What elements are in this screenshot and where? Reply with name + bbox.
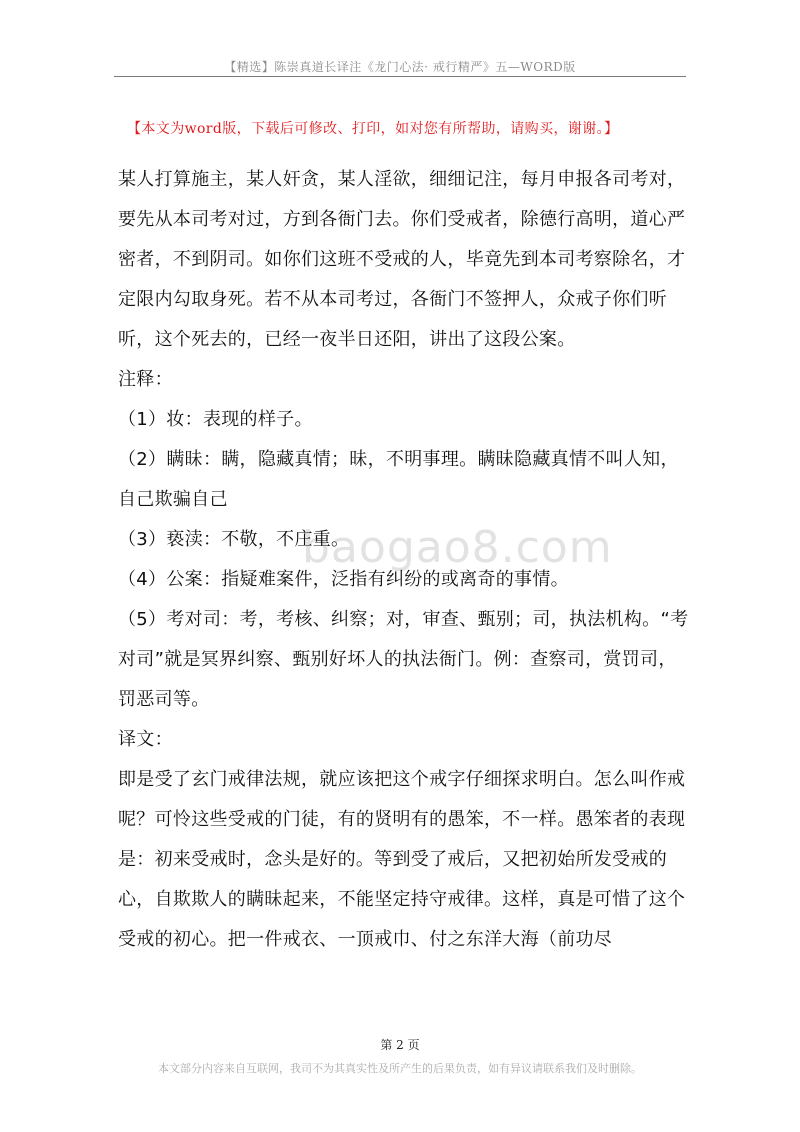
notes-heading: 注释： bbox=[118, 369, 173, 390]
document-header: 【精选】陈崇真道长译注《龙门心法· 戒行精严》五—WORD版 bbox=[224, 60, 576, 74]
note-item: （3）亵渎：不敬，不庄重。 bbox=[118, 529, 350, 550]
note-item: （5）考对司：考，考核、纠察；对，审查、甄别；司，执法机构。“考对司”就是冥界纠察、甄别好坏人的执法衙门。例：查察司，赏罚司，罚恶司等。 bbox=[118, 609, 689, 710]
purchase-notice: 【本文为word版，下载后可修改、打印，如对您有所帮助，请购买，谢谢。】 bbox=[127, 121, 619, 137]
note-item: （2）瞒昧：瞒，隐藏真情；昧，不明事理。瞒昧隐藏真情不叫人知，自己欺骗自己 bbox=[118, 449, 679, 510]
disclaimer-footer: 本文部分内容来自互联网，我司不为其真实性及所产生的后果负责，如有异议请联系我们及时删除。 bbox=[158, 1062, 642, 1075]
watermark: baogao8.com bbox=[302, 522, 613, 573]
translation-heading: 译文： bbox=[118, 729, 173, 750]
body-paragraph: 某人打算施主，某人奸贪，某人淫欲，细细记注，每月申报各司考对，要先从本司考对过，方到各衙门去。你们受戒者，除德行高明，道心严密者，不到阴司。如你们这班不受戒的人，毕竟先到本司考察除名，才定限内勾取身死。若不从本司考过，各衙门不签押人，众戒子你们听听，这个死去的，已经一夜半日还阳，讲出了这段公案。 bbox=[118, 169, 686, 350]
note-item: （4）公案：指疑难案件，泛指有纠纷的或离奇的事情。 bbox=[118, 569, 569, 590]
translation-paragraph: 即是受了玄门戒律法规，就应该把这个戒字仔细探求明白。怎么叫作戒呢？可怜这些受戒的门徒，有的贤明有的愚笨，不一样。愚笨者的表现是：初来受戒时，念头是好的。等到受了戒后，又把初始所发受戒的心，自欺欺人的瞒昧起来，不能坚定持守戒律。这样，真是可惜了这个受戒的初心。把一件戒衣、一顶戒巾、付之东洋大海（前功尽 bbox=[118, 769, 686, 950]
document-body bbox=[118, 160, 690, 960]
header-divider bbox=[114, 76, 686, 77]
page-number: 第 2 页 bbox=[380, 1038, 420, 1052]
note-item: （1）妆：表现的样子。 bbox=[118, 409, 313, 430]
